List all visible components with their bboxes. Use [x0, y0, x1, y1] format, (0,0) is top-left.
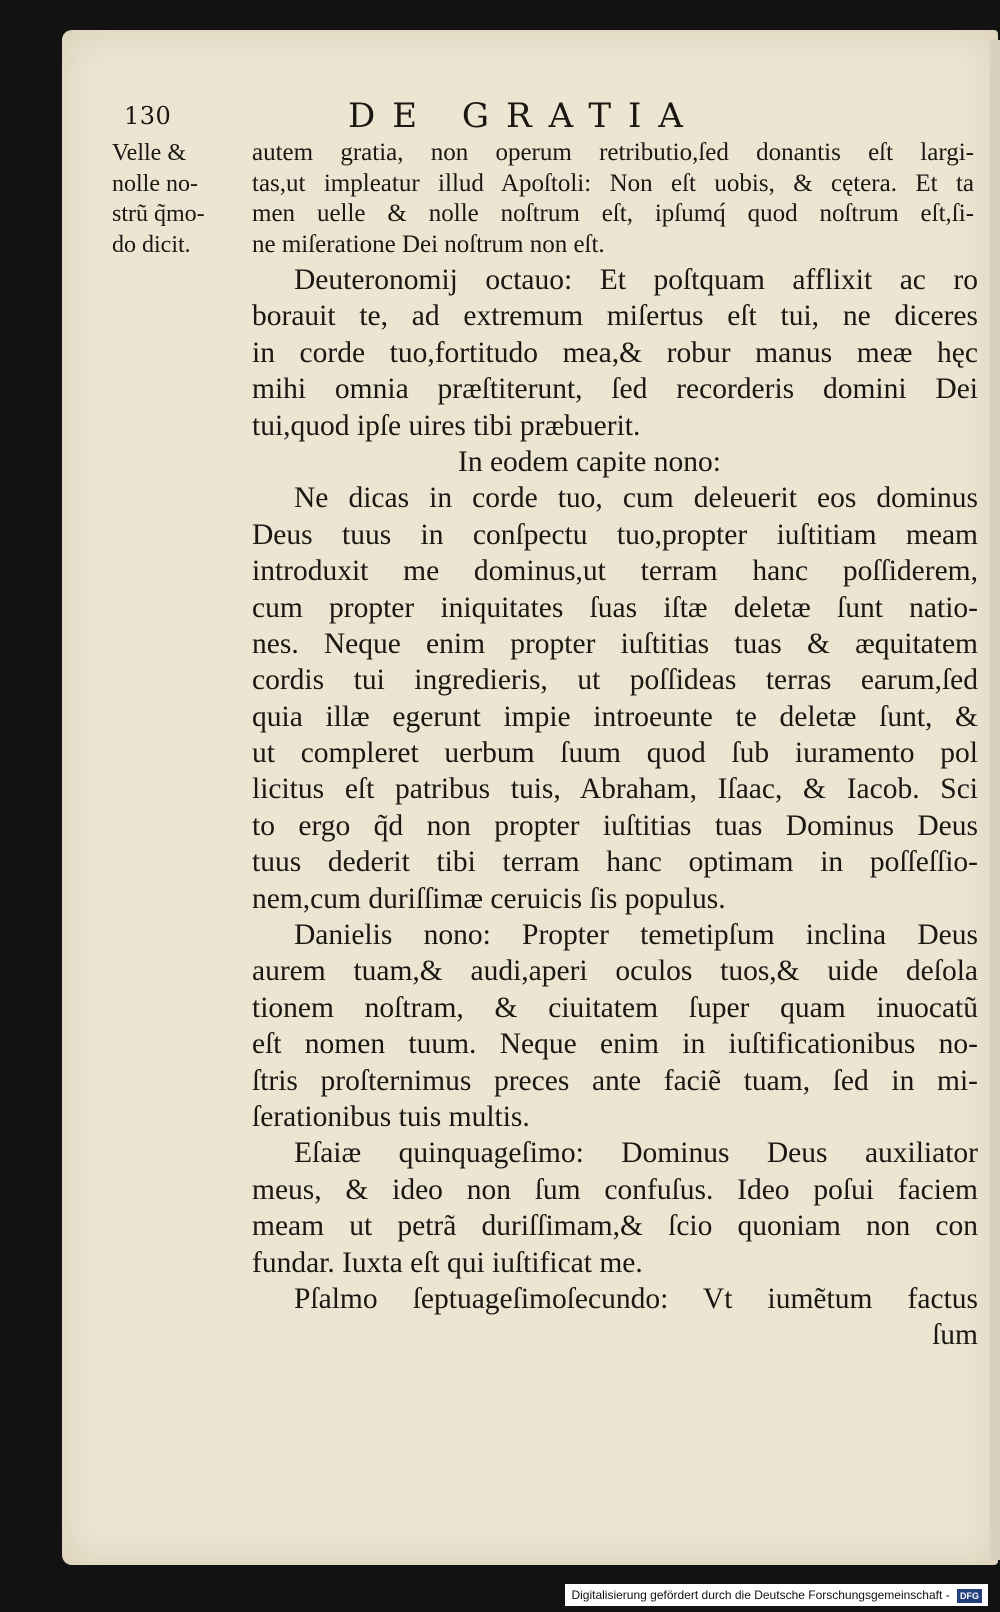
text-line: ut compleret uerbum ſuum quod ſub iuramento pol — [252, 737, 978, 770]
text-line: licitus eſt patribus tuis, Abraham, Iſaac, & Iacob. Sci — [252, 773, 978, 806]
text-line: in corde tuo,fortitudo mea,& robur manus meæ hęc — [252, 336, 978, 369]
text-line: nem,cum duriſſimæ ceruicis ſis populus. — [252, 882, 726, 915]
text-line: Danielis nono: Propter temetipſum inclina Deus — [294, 919, 978, 952]
page-number: 130 — [124, 102, 172, 130]
digitization-credit — [565, 1584, 988, 1606]
text-line: autem gratia, non operum retributio,ſed donantis eſt largi- — [252, 139, 974, 166]
text-line: tui,quod ipſe uires tibi præbuerit. — [252, 409, 641, 442]
marginal-note — [112, 138, 240, 260]
page-edge — [990, 40, 1000, 1560]
text-line: meam ut petrã duriſſimam,& ſcio quoniam non con — [252, 1210, 978, 1243]
section-heading: In eodem capite nono: — [458, 445, 721, 478]
page-header — [124, 96, 844, 140]
text-line: eſt nomen tuum. Neque enim in iuſtificationibus no- — [252, 1028, 978, 1061]
dfg-logo-icon: DFG — [957, 1589, 982, 1603]
catchword: ſum — [932, 1319, 978, 1352]
text-line: to ergo q̃d non propter iuſtitias tuas Dominus Deus — [252, 809, 978, 842]
text-line: meus, & ideo non ſum confuſus. Ideo poſui faciem — [252, 1173, 978, 1206]
text-line: aurem tuam,& audi,aperi oculos tuos,& uide deſola — [252, 955, 978, 988]
text-line: borauit te, ad extremum miſertus eſt tui, ne diceres — [252, 300, 978, 333]
running-title: DE GRATIA — [347, 96, 700, 136]
text-line: Eſaiæ quinquageſimo: Dominus Deus auxiliator — [294, 1137, 978, 1170]
text-line: tas,ut impleatur illud Apoſtoli: Non eſt uobis, & cętera. Et ta — [252, 169, 974, 197]
text-line: nes. Neque enim propter iuſtitias tuas & æquitatem — [252, 627, 978, 660]
text-line: introduxit me dominus,ut terram hanc poſſiderem, — [252, 555, 978, 588]
text-line: ſtris proſternimus preces ante faciẽ tuam, ſed in mi- — [252, 1064, 978, 1097]
text-line: Pſalmo ſeptuageſimoſecundo: Vt iumẽtum factus — [294, 1282, 978, 1315]
text-line: ne miſeratione Dei noſtrum non eſt. — [252, 230, 605, 258]
text-line: tionem noſtram, & ciuitatem ſuper quam inuocatũ — [252, 991, 978, 1024]
text-line: Ne dicas in corde tuo, cum deleuerit eos dominus — [294, 482, 978, 515]
credit-text: Digitalisierung gefördert durch die Deutsche Forschungsgemeinschaft - — [571, 1588, 950, 1602]
opening-paragraph — [252, 138, 974, 260]
text-line: ſerationibus tuis multis. — [252, 1100, 530, 1133]
text-line: mihi omnia præſtiterunt, ſed recorderis domini Dei — [252, 373, 978, 406]
text-line: cum propter iniquitates ſuas iſtæ deletæ ſunt natio- — [252, 591, 978, 624]
text-line: men uelle & nolle noſtrum eſt, ipſumq́ quod noſtrum eſt,ſi- — [252, 200, 974, 227]
text-line: Deuteronomij octauo: Et poſtquam afflixit ac ro — [294, 264, 978, 296]
marginal-note-line: Velle & — [112, 140, 186, 166]
main-text — [252, 262, 978, 1354]
text-line: tuus dederit tibi terram hanc optimam in poſſeſſio- — [252, 846, 978, 879]
text-line: cordis tui ingredieris, ut poſſideas terras earum,ſed — [252, 664, 978, 697]
marginal-note-line: strũ q̃mo- — [112, 201, 205, 227]
text-line: Deus tuus in conſpectu tuo,propter iuſtitiam meam — [252, 518, 978, 551]
marginal-note-line: nolle no- — [112, 170, 198, 197]
marginal-note-line: do dicit. — [112, 231, 191, 258]
text-line: quia illæ egerunt impie introeunte te deletæ ſunt, & — [252, 700, 978, 733]
text-line: fundar. Iuxta eſt qui iuſtificat me. — [252, 1246, 643, 1279]
